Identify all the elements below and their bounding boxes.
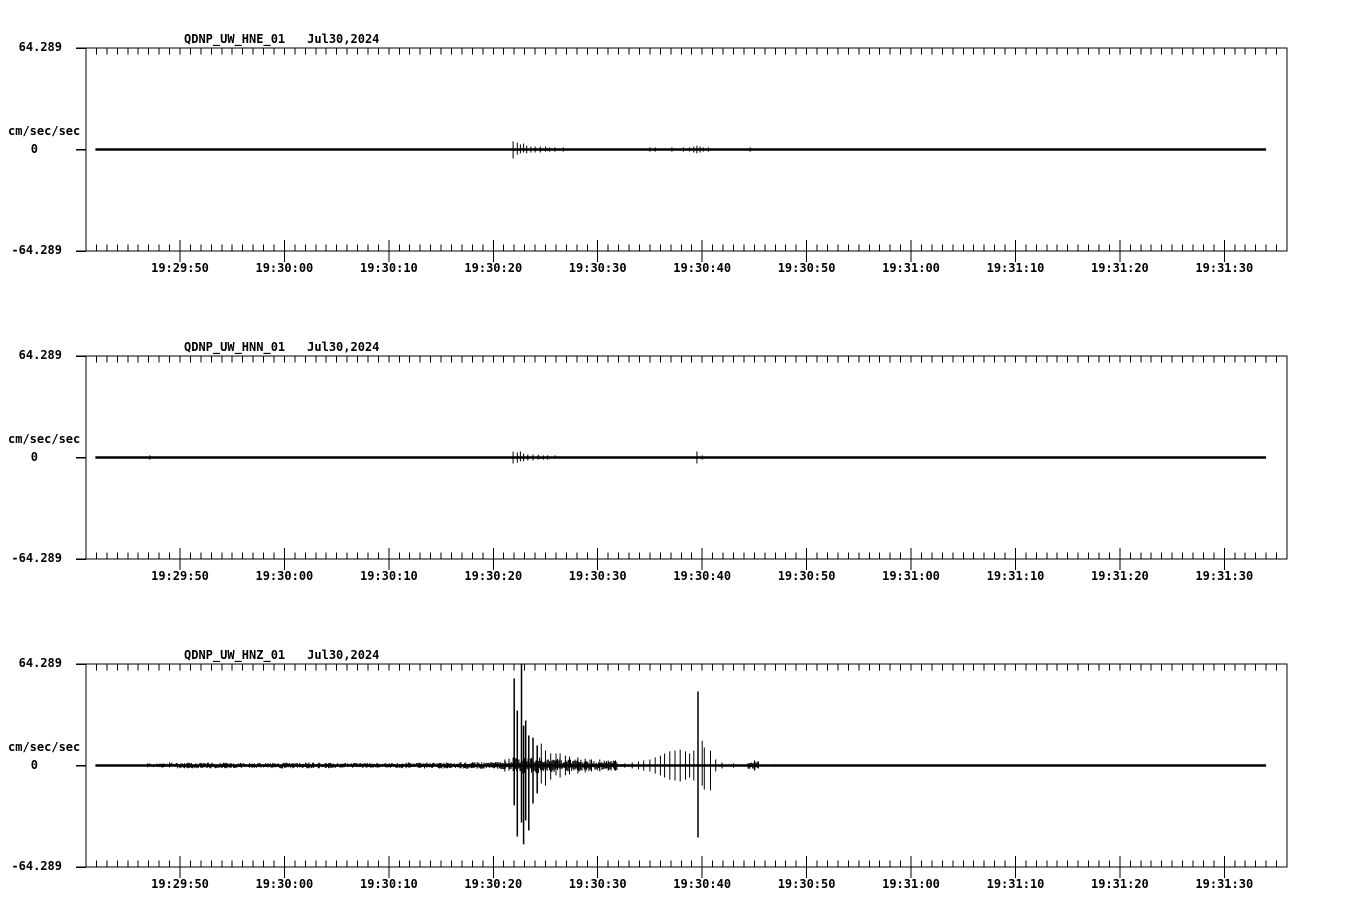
y-zero-label: 0 <box>30 450 38 464</box>
x-tick-labels <box>0 262 1358 276</box>
y-max-label: 64.289 <box>18 348 62 362</box>
y-zero-label: 0 <box>30 758 38 772</box>
date-label: Jul30,2024 <box>307 32 380 46</box>
x-tick-label: 19:29:50 <box>151 569 209 583</box>
x-tick-label: 19:30:10 <box>359 261 418 275</box>
date-label: Jul30,2024 <box>307 340 380 354</box>
x-tick-label: 19:31:20 <box>1090 569 1149 583</box>
x-tick-label: 19:30:00 <box>255 877 314 891</box>
station-label: QDNP_UW_HNN_01 <box>184 340 286 354</box>
y-max-label: 64.289 <box>18 656 62 670</box>
x-tick-label: 19:31:30 <box>1195 569 1254 583</box>
x-tick-label: 19:31:00 <box>882 569 940 583</box>
x-tick-label: 19:30:40 <box>673 569 732 583</box>
x-tick-label: 19:30:40 <box>673 877 732 891</box>
y-min-label: -64.289 <box>11 243 62 257</box>
x-tick-label: 19:30:30 <box>568 261 627 275</box>
x-tick-label: 19:29:50 <box>151 877 209 891</box>
x-tick-label: 19:30:20 <box>464 877 523 891</box>
x-tick-label: 19:31:10 <box>986 261 1045 275</box>
x-tick-labels <box>0 878 1358 892</box>
y-max-label: 64.289 <box>18 40 62 54</box>
panel-title <box>184 33 379 46</box>
x-tick-label: 19:30:10 <box>359 877 418 891</box>
panel-title <box>184 341 379 354</box>
x-tick-label: 19:31:10 <box>986 569 1045 583</box>
x-tick-label: 19:30:00 <box>255 569 314 583</box>
x-tick-label: 19:30:00 <box>255 261 314 275</box>
station-label: QDNP_UW_HNE_01 <box>184 32 286 46</box>
x-tick-label: 19:30:40 <box>673 261 732 275</box>
x-tick-label: 19:30:30 <box>568 569 627 583</box>
x-tick-label: 19:30:30 <box>568 877 627 891</box>
y-min-label: -64.289 <box>11 551 62 565</box>
x-tick-label: 19:29:50 <box>151 261 209 275</box>
x-tick-label: 19:31:00 <box>882 877 940 891</box>
x-tick-labels <box>0 570 1358 584</box>
x-tick-label: 19:31:00 <box>882 261 940 275</box>
station-label: QDNP_UW_HNZ_01 <box>184 648 286 662</box>
x-tick-label: 19:31:20 <box>1090 261 1149 275</box>
x-tick-label: 19:30:50 <box>777 877 836 891</box>
x-tick-label: 19:31:10 <box>986 877 1045 891</box>
y-zero-label: 0 <box>30 142 38 156</box>
x-tick-label: 19:31:30 <box>1195 877 1254 891</box>
y-units-label: cm/sec/sec <box>8 740 81 754</box>
y-units-label: cm/sec/sec <box>8 124 81 138</box>
x-tick-label: 19:30:50 <box>777 569 836 583</box>
date-label: Jul30,2024 <box>307 648 380 662</box>
y-min-label: -64.289 <box>11 859 62 873</box>
y-units-label: cm/sec/sec <box>8 432 81 446</box>
panel-title <box>184 649 379 662</box>
x-tick-label: 19:30:20 <box>464 569 523 583</box>
x-tick-label: 19:31:30 <box>1195 261 1254 275</box>
x-tick-label: 19:30:10 <box>359 569 418 583</box>
x-tick-label: 19:30:50 <box>777 261 836 275</box>
x-tick-label: 19:30:20 <box>464 261 523 275</box>
x-tick-label: 19:31:20 <box>1090 877 1149 891</box>
